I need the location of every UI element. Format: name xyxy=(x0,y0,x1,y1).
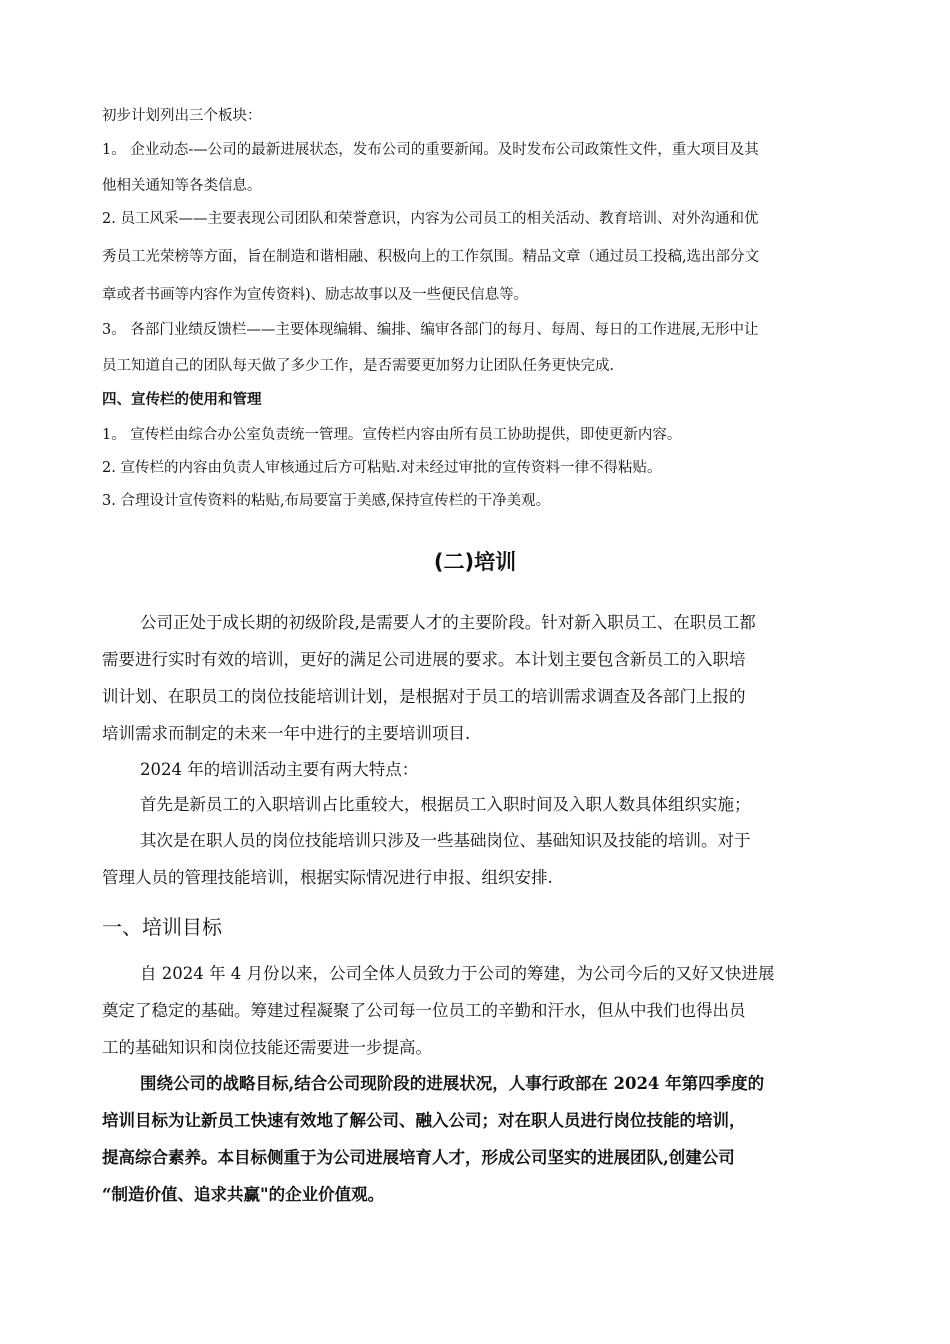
training-p2: 2024 年的培训活动主要有两大特点： xyxy=(140,760,419,779)
training-title: (二)培训 xyxy=(433,550,517,574)
item3-line2: 员工知道自己的团队每天做了多少工作，是否需要更加努力让团队任务更快完成. xyxy=(102,358,615,374)
goals-heading: 一、培训目标 xyxy=(102,915,222,939)
plan-lead: 初步计划列出三个板块： xyxy=(102,108,262,124)
goals-bold-line3: 提高综合素养。本目标侧重于为公司进展培育人才，形成公司坚实的进展团队,创建公司 xyxy=(102,1148,735,1167)
goals-p1-line1: 自 2024 年 4 月份以来，公司全体人员致力于公司的筹建，为公司今后的又好又快进展 xyxy=(140,964,775,983)
training-p4-line1: 其次是在职人员的岗位技能培训只涉及一些基础岗位、基础知识及技能的培训。对于 xyxy=(140,831,751,850)
item2-line3: 章或者书画等内容作为宣传资料)、励志故事以及一些便民信息等。 xyxy=(102,287,529,303)
rule-3: 3. 合理设计宣传资料的粘贴,布局要富于美感,保持宣传栏的干净美观。 xyxy=(102,493,551,509)
training-p1-line3: 训计划、在职员工的岗位技能培训计划，是根据对于员工的培训需求调查及各部门上报的 xyxy=(102,687,746,706)
goals-bold-line4: “制造价值、追求共赢"的企业价值观。 xyxy=(102,1185,385,1204)
training-p1-line2: 需要进行实时有效的培训，更好的满足公司进展的要求。本计划主要包含新员工的入职培 xyxy=(102,650,746,669)
item2-line2: 秀员工光荣榜等方面，旨在制造和谐相融、积极向上的工作氛围。精品文章（通过员工投稿,选出部分文 xyxy=(102,249,760,265)
goals-bold-line1: 围绕公司的战略目标,结合公司现阶段的进展状况，人事行政部在 2024 年第四季度的 xyxy=(140,1074,765,1093)
training-p3: 首先是新员工的入职培训占比重较大，根据员工入职时间及入职人数具体组织实施； xyxy=(140,795,751,814)
item1-line1: 1。 企业动态-—公司的最新进展状态，发布公司的重要新闻。及时发布公司政策性文件，重大项目及其 xyxy=(102,142,759,158)
item2-line1: 2. 员工风采——主要表现公司团队和荣誉意识，内容为公司员工的相关活动、教育培训、对外沟通和优 xyxy=(102,211,759,227)
item1-line2: 他相关通知等各类信息。 xyxy=(102,178,262,194)
rule-2: 2. 宣传栏的内容由负责人审核通过后方可粘贴.对未经过审批的宣传资料一律不得粘贴。 xyxy=(102,460,662,476)
section-four-heading: 四、宣传栏的使用和管理 xyxy=(102,391,262,408)
training-p4-line2: 管理人员的管理技能培训，根据实际情况进行申报、组织安排. xyxy=(102,868,553,887)
goals-bold-line2: 培训目标为让新员工快速有效地了解公司、融入公司；对在职人员进行岗位技能的培训， xyxy=(102,1111,746,1130)
training-p1-line4: 培训需求而制定的未来一年中进行的主要培训项目. xyxy=(102,724,471,743)
goals-p1-line2: 奠定了稳定的基础。筹建过程凝聚了公司每一位员工的辛勤和汗水，但从中我们也得出员 xyxy=(102,1001,746,1020)
goals-p1-line3: 工的基础知识和岗位技能还需要进一步提高。 xyxy=(102,1038,432,1057)
rule-1: 1。 宣传栏由综合办公室负责统一管理。宣传栏内容由所有员工协助提供，即使更新内容。 xyxy=(102,427,682,443)
item3-line1: 3。 各部门业绩反馈栏——主要体现编辑、编排、编审各部门的每月、每周、每日的工作进展,无形中让 xyxy=(102,322,759,338)
training-p1-line1: 公司正处于成长期的初级阶段,是需要人才的主要阶段。针对新入职员工、在职员工都 xyxy=(140,613,756,632)
